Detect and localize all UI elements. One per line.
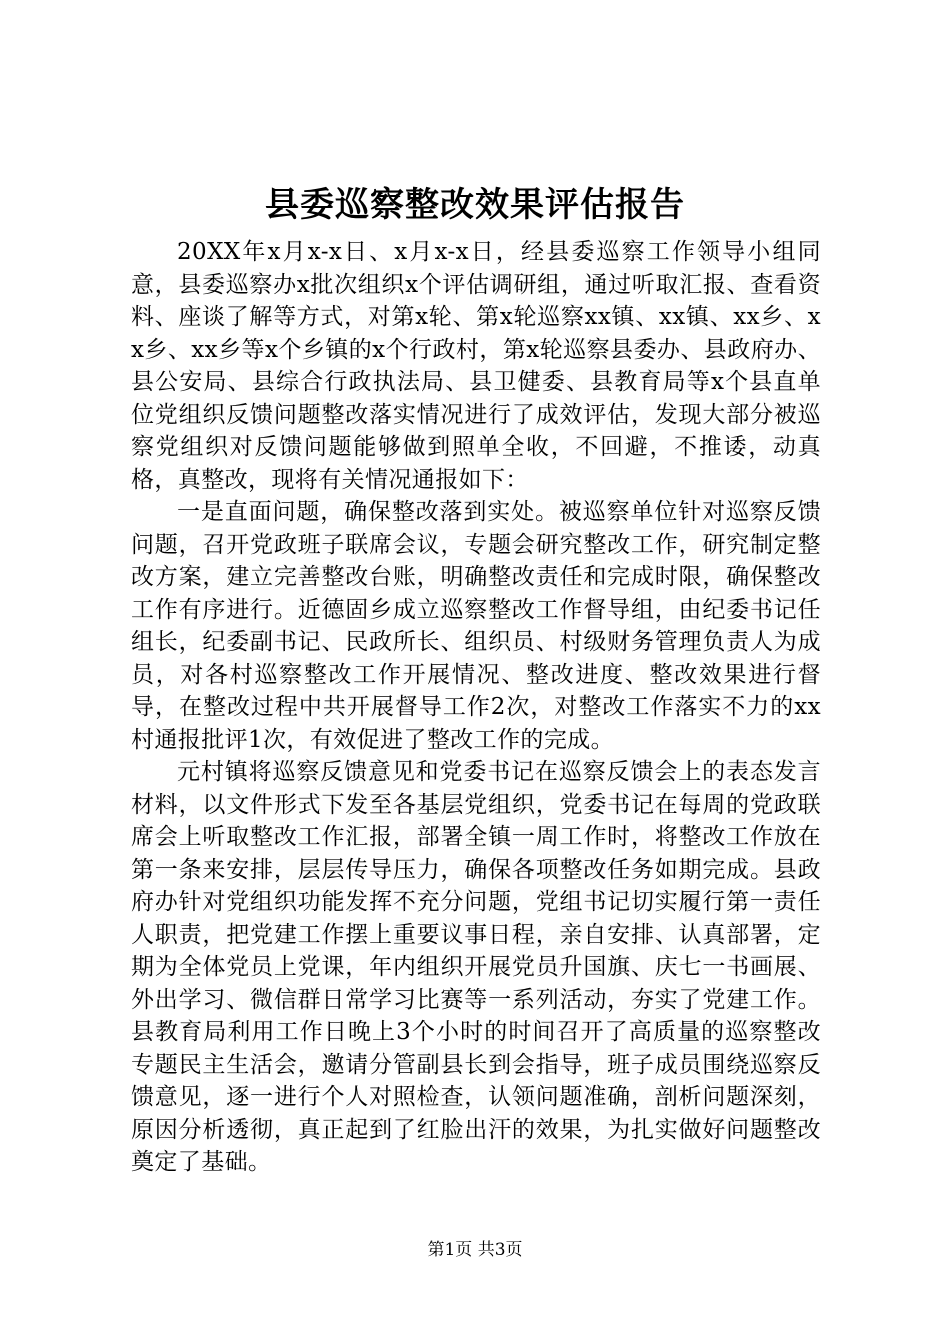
document-title: 县委巡察整改效果评估报告 (265, 185, 685, 225)
paragraph-section-one: 一是直面问题，确保整改落到实处。被巡察单位针对巡察反馈问题，召开党政班子联席会议，专题会研究整改工作，研究制定整改方案，建立完善整改台账，明确整改责任和完成时限，确保整改工作有序进行。近德固乡成立巡察整改工作督导组，由纪委书记任组长，纪委副书记、民政所长、组织员、村级财务管理负责人为成员，对各村巡察整改工作开展情况、整改进度、整改效果进行督导，在整改过程中共开展督导工作2次，对整改工作落实不力的xx村通报批评1次，有效促进了整改工作的完成。 (131, 499, 821, 753)
page-footer: 第1页 共3页 (427, 1240, 523, 1260)
paragraph-examples: 元村镇将巡察反馈意见和党委书记在巡察反馈会上的表态发言材料，以文件形式下发至各基层党组织，党委书记在每周的党政联席会上听取整改工作汇报，部署全镇一周工作时，将整改工作放在第一条来安排，层层传导压力，确保各项整改任务如期完成。县政府办针对党组织功能发挥不充分问题，党组书记切实履行第一责任人职责，把党建工作摆上重要议事日程，亲自安排、认真部署，定期为全体党员上党课，年内组织开展党员升国旗、庆七一书画展、外出学习、微信群日常学习比赛等一系列活动，夯实了党建工作。县教育局利用工作日晚上3个小时的时间召开了高质量的巡察整改专题民主生活会，邀请分管副县长到会指导，班子成员围绕巡察反馈意见，逐一进行个人对照检查，认领问题准确，剖析问题深刻，原因分析透彻，真正起到了红脸出汗的效果，为扎实做好问题整改奠定了基础。 (131, 759, 821, 1175)
paragraph-intro: 20XX年x月x-x日、x月x-x日，经县委巡察工作领导小组同意，县委巡察办x批次组织x个评估调研组，通过听取汇报、查看资料、座谈了解等方式，对第x轮、第x轮巡察xx镇、xx镇、xx乡、xx乡、xx乡等x个乡镇的x个行政村，第x轮巡察县委办、县政府办、县公安局、县综合行政执法局、县卫健委、县教育局等x个县直单位党组织反馈问题整改落实情况进行了成效评估，发现大部分被巡察党组织对反馈问题能够做到照单全收，不回避，不推诿，动真格，真整改，现将有关情况通报如下： (131, 239, 821, 493)
document-body (131, 236, 821, 1179)
